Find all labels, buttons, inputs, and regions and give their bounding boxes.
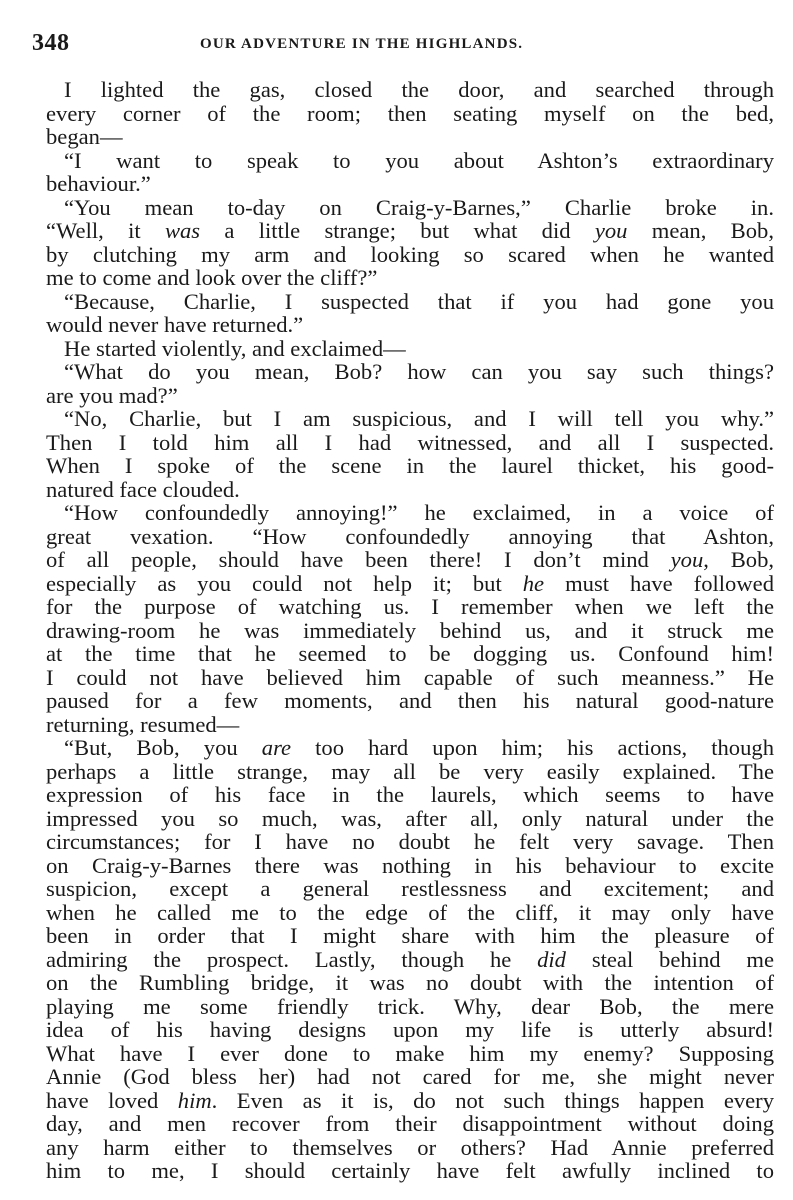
text-line: natured face clouded.	[46, 476, 240, 502]
text-line: me to come and look over the cliff?”	[46, 265, 378, 290]
text-line: expression of his face in the laurels, which seems to have	[46, 782, 774, 807]
text-line: “No, Charlie, but I am suspicious, and I will tell you why.”	[64, 406, 774, 431]
italic-word: him	[177, 1087, 212, 1113]
italic-word: you	[670, 547, 704, 572]
text-line: circumstances; for I have no doubt he felt very savage. Then	[46, 829, 774, 854]
text-line: Annie (God bless her) had not cared for me, she might never	[46, 1064, 774, 1089]
text-line: I could not have believed him capable of such meanness.” He	[46, 664, 774, 690]
text-line: of all people, should have been there! I don’t mind you, Bob,	[46, 547, 775, 572]
text-line: him to me, I should certainly have felt awfully inclined to	[46, 1158, 774, 1183]
text-line: on Craig-y-Barnes there was nothing in his behaviour to excite	[46, 852, 774, 878]
text-line: began—	[46, 124, 123, 149]
italic-word: was	[164, 218, 201, 243]
text-line: I lighted the gas, closed the door, and searched through	[64, 77, 774, 102]
text-line: What have I ever done to make him my enemy? Supposing	[46, 1040, 774, 1066]
text-line: every corner of the room; then seating myself on the bed,	[46, 100, 774, 126]
text-line: drawing-room he was immediately behind us, and it struck me	[46, 617, 774, 643]
text-line: “I want to speak to you about Ashton’s extraordinary	[64, 147, 774, 173]
text-line: “How confoundedly annoying!” he exclaimed, in a voice of	[64, 500, 774, 525]
text-line: have loved him. Even as it is, do not such things happen every	[46, 1087, 774, 1113]
text-line: for the purpose of watching us. I remember when we left the	[46, 594, 774, 619]
text-line: at the time that he seemed to be dogging us. Confound him!	[46, 641, 774, 666]
running-head: OUR ADVENTURE IN THE HIGHLANDS.	[200, 36, 524, 52]
text-line: especially as you could not help it; but he must have followed	[46, 570, 774, 596]
text-line: playing me some friendly trick. Why, dear Bob, the mere	[46, 993, 774, 1019]
text-line: idea of his having designs upon my life is utterly absurd!	[46, 1017, 774, 1042]
italic-word: are	[261, 735, 292, 760]
text-line: paused for a few moments, and then his natural good-nature	[46, 688, 774, 713]
text-line: perhaps a little strange, may all be very easily explained. The	[46, 758, 774, 784]
text-line: “What do you mean, Bob? how can you say such things?	[64, 359, 774, 384]
text-line: suspicion, except a general restlessness and excitement; and	[46, 876, 774, 901]
page-header	[32, 30, 772, 60]
page-number: 348	[32, 30, 70, 56]
text-line: returning, resumed—	[46, 711, 240, 737]
text-line: “Because, Charlie, I suspected that if you had gone you	[64, 288, 774, 314]
text-line: behaviour.”	[46, 171, 151, 196]
text-line: been in order that I might share with him the pleasure of	[46, 923, 774, 948]
italic-word: you	[594, 218, 628, 243]
text-line: When I spoke of the scene in the laurel thicket, his good-	[46, 453, 774, 478]
text-line: day, and men recover from their disappointment without doing	[46, 1111, 774, 1136]
text-line: great vexation. “How confoundedly annoying that Ashton,	[46, 523, 774, 549]
text-line: “Well, it was a little strange; but what did you mean, Bob,	[46, 218, 774, 243]
italic-word: he	[522, 570, 545, 596]
text-line: admiring the prospect. Lastly, though he did steal behind me	[46, 946, 774, 972]
text-line: Then I told him all I had witnessed, and all I suspected.	[46, 429, 774, 455]
text-line: any harm either to themselves or others? Had Annie preferred	[46, 1134, 774, 1160]
italic-word: did	[537, 946, 566, 972]
text-line: by clutching my arm and looking so scared when he wanted	[46, 241, 774, 267]
text-line: are you mad?”	[46, 382, 178, 408]
text-line: He started violently, and exclaimed—	[64, 335, 406, 361]
text-line: “But, Bob, you are too hard upon him; his actions, though	[64, 735, 774, 760]
text-line: on the Rumbling bridge, it was no doubt with the intention of	[46, 970, 774, 995]
text-line: would never have returned.”	[46, 312, 304, 337]
text-line: when he called me to the edge of the cliff, it may only have	[46, 899, 774, 925]
text-line: “You mean to-day on Craig-y-Barnes,” Charlie broke in.	[64, 194, 774, 220]
text-line: impressed you so much, was, after all, only natural under the	[46, 805, 774, 831]
body-text	[46, 78, 774, 1183]
